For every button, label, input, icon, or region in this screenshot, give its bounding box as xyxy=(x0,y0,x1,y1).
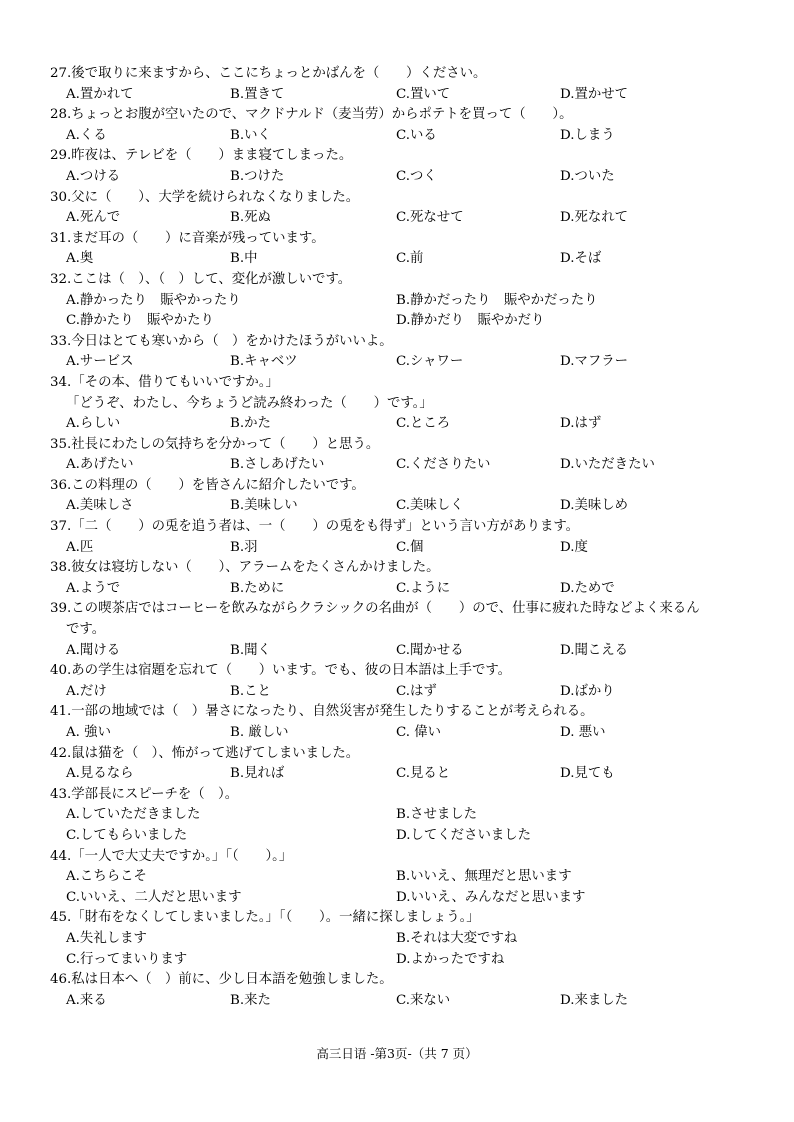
answer-option: A.聞ける xyxy=(66,642,121,658)
options-row xyxy=(50,85,750,106)
answer-option: B.来た xyxy=(230,992,271,1008)
answer-option: D.見ても xyxy=(560,766,615,782)
answer-option: C.ように xyxy=(396,580,451,596)
answer-option: D.置かせて xyxy=(560,86,629,102)
answer-option: A.していただきました xyxy=(66,807,201,823)
answer-option: B.羽 xyxy=(230,539,258,555)
answer-option: B.見れば xyxy=(230,766,285,782)
question-item xyxy=(50,373,750,435)
answer-option: B.キャベツ xyxy=(230,354,298,370)
question-stem: 40.あの学生は宿題を忘れて（ ）います。でも、彼の日本語は上手です。 xyxy=(50,663,512,679)
question-stem: 29.昨夜は、テレビを（ ）まま寝てしまった。 xyxy=(50,148,353,164)
answer-option: B.聞く xyxy=(230,642,271,658)
options-row xyxy=(50,208,750,229)
question-item xyxy=(50,105,750,146)
answer-option: D.ついた xyxy=(560,168,615,184)
options-row xyxy=(50,414,750,435)
options-row xyxy=(50,682,750,703)
answer-option: A.静かったり 賑やかったり xyxy=(66,292,241,308)
answer-option: D.しまう xyxy=(560,127,615,143)
answer-option: D.いいえ、みんなだと思います xyxy=(396,889,586,905)
question-stem: 31.まだ耳の（ ）に音楽が残っています。 xyxy=(50,230,325,246)
answer-option: B.つけた xyxy=(230,168,285,184)
options-row xyxy=(50,950,750,971)
question-item xyxy=(50,229,750,270)
answer-option: D.死なれて xyxy=(560,210,629,226)
answer-option: D.マフラー xyxy=(560,354,629,370)
question-item xyxy=(50,744,750,785)
answer-option: D.ためで xyxy=(560,580,615,596)
options-row xyxy=(50,249,750,270)
answer-option: C.してもらいました xyxy=(66,827,188,843)
answer-option: B.中 xyxy=(230,251,258,267)
question-item xyxy=(50,908,750,970)
options-row xyxy=(50,929,750,950)
question-stem-continued: 「どうぞ、わたし、今ちょうど読み終わった（ ）です。」 xyxy=(66,395,433,411)
options-row xyxy=(50,496,750,517)
answer-option: B.美味しい xyxy=(230,498,298,514)
answer-option: C.つく xyxy=(396,168,437,184)
question-item xyxy=(50,599,750,661)
question-item xyxy=(50,476,750,517)
answer-option: C.置いて xyxy=(396,86,451,102)
question-item xyxy=(50,970,750,1011)
options-row xyxy=(50,723,750,744)
options-row xyxy=(50,579,750,600)
options-row xyxy=(50,291,750,312)
page-footer: 高三日语 -第3页-（共 7 页） xyxy=(316,1046,478,1061)
answer-option: D. 悪い xyxy=(560,725,606,740)
answer-option: C.シャワー xyxy=(396,354,464,370)
question-item xyxy=(50,332,750,373)
answer-option: D.してくださいました xyxy=(396,827,532,843)
answer-option: A.置かれて xyxy=(66,86,134,102)
options-row xyxy=(50,455,750,476)
question-item xyxy=(50,702,750,743)
answer-option: A.死んで xyxy=(66,210,121,226)
answer-option: B.かた xyxy=(230,416,271,432)
options-row xyxy=(50,764,750,785)
answer-option: C.来ない xyxy=(396,992,451,1008)
answer-option: A.つける xyxy=(66,168,121,184)
answer-option: D.度 xyxy=(560,539,588,555)
options-row xyxy=(50,311,750,332)
question-stem: 44.「一人で大丈夫ですか。」「（ ）。」 xyxy=(50,848,293,864)
answer-option: A.だけ xyxy=(66,683,107,699)
answer-option: B.さしあげたい xyxy=(230,457,325,473)
answer-option: A.くる xyxy=(66,127,107,143)
answer-option: C. 偉い xyxy=(396,725,442,740)
answer-option: A.美味しさ xyxy=(66,498,134,514)
answer-option: A. 強い xyxy=(66,725,111,740)
question-stem: 37.「二（ ）の兎を追う者は、一（ ）の兎をも得ず」という言い方があります。 xyxy=(50,519,580,535)
answer-option: C.いる xyxy=(396,127,437,143)
answer-option: D.よかったですね xyxy=(396,951,505,967)
answer-option: A.こちらこそ xyxy=(66,869,147,885)
answer-option: D.いただきたい xyxy=(560,457,655,473)
answer-option: D.はず xyxy=(560,416,602,432)
question-stem: 34.「その本、借りてもいいですか。」 xyxy=(50,374,279,390)
question-item xyxy=(50,435,750,476)
question-item xyxy=(50,847,750,909)
answer-option: B.それは大変ですね xyxy=(396,930,518,946)
answer-option: B.いく xyxy=(230,127,271,143)
answer-option: A.ようで xyxy=(66,580,121,596)
answer-option: B.静かだったり 賑やかだったり xyxy=(396,292,598,308)
answer-option: B.死ぬ xyxy=(230,210,271,226)
options-row xyxy=(50,538,750,559)
answer-option: A.らしい xyxy=(66,416,121,432)
options-row xyxy=(50,126,750,147)
answer-option: A.見るなら xyxy=(66,766,134,782)
options-row xyxy=(50,167,750,188)
answer-option: D.聞こえる xyxy=(560,642,629,658)
question-stem: 33.今日はとても寒いから（ ）をかけたほうがいいよ。 xyxy=(50,333,393,349)
question-stem: 35.社長にわたしの気持ちを分かって（ ）と思う。 xyxy=(50,436,380,452)
answer-option: C.死なせて xyxy=(396,210,464,226)
answer-option: B. 厳しい xyxy=(230,725,289,740)
options-row xyxy=(50,641,750,662)
options-row xyxy=(50,352,750,373)
question-item xyxy=(50,188,750,229)
answer-option: B.ために xyxy=(230,580,285,596)
question-stem: 30.父に（ ）、大学を続けられなくなりました。 xyxy=(50,189,360,205)
answer-option: B.させました xyxy=(396,807,478,823)
question-item xyxy=(50,270,750,332)
answer-option: D.ばかり xyxy=(560,683,615,699)
answer-option: C.いいえ、二人だと思います xyxy=(66,889,242,905)
answer-option: C.見ると xyxy=(396,766,451,782)
answer-option: A.失礼します xyxy=(66,930,147,946)
answer-option: A.サービス xyxy=(66,354,134,370)
question-item xyxy=(50,517,750,558)
answer-option: A.奥 xyxy=(66,251,94,267)
question-stem: 41.一部の地域では（ ）暑さになったり、自然災害が発生したりすることが考えられる。 xyxy=(50,704,594,720)
question-stem: 45.「財布をなくしてしまいました。」「（ ）。一緒に探しましょう。」 xyxy=(50,910,480,926)
answer-option: C.ところ xyxy=(396,416,451,432)
answer-option: A.匹 xyxy=(66,539,94,555)
question-stem: 43.学部長にスピーチを（ ）。 xyxy=(50,786,239,802)
question-stem: 28.ちょっとお腹が空いたので、マクドナルド（麦当劳）からポテトを買って（ ）。 xyxy=(50,107,573,123)
answer-option: C.聞かせる xyxy=(396,642,464,658)
answer-option: D.来ました xyxy=(560,992,629,1008)
answer-option: C.個 xyxy=(396,539,424,555)
answer-option: B.いいえ、無理だと思います xyxy=(396,869,572,885)
question-item xyxy=(50,146,750,187)
question-stem: 39.この喫茶店ではコーヒーを飲みながらクラシックの名曲が（ ）ので、仕事に疲れた時などよく来るん xyxy=(50,601,700,617)
question-stem-continued: です。 xyxy=(66,622,106,638)
question-stem: 27.後で取りに来ますから、ここにちょっとかばんを（ ）ください。 xyxy=(50,66,487,81)
answer-option: C.静かたり 賑やかたり xyxy=(66,313,214,329)
answer-option: C.くださりたい xyxy=(396,457,491,473)
question-stem: 46.私は日本へ（ ）前に、少し日本語を勉強しました。 xyxy=(50,972,393,988)
answer-option: B.こと xyxy=(230,683,271,699)
options-row xyxy=(50,805,750,826)
question-stem: 36.この料理の（ ）を皆さんに紹介したいです。 xyxy=(50,477,365,493)
answer-option: D.静かだり 賑やかだり xyxy=(396,313,545,329)
options-row xyxy=(50,991,750,1012)
question-item xyxy=(50,661,750,702)
answer-option: C.行ってまいります xyxy=(66,951,188,967)
answer-option: C.はず xyxy=(396,683,437,699)
answer-option: A.あげたい xyxy=(66,457,134,473)
answer-option: B.置きて xyxy=(230,86,285,102)
answer-option: C.美味しく xyxy=(396,498,464,514)
question-item xyxy=(50,558,750,599)
answer-option: A.来る xyxy=(66,992,107,1008)
options-row xyxy=(50,867,750,888)
answer-option: D.そば xyxy=(560,251,602,267)
options-row xyxy=(50,888,750,909)
options-row xyxy=(50,826,750,847)
question-item xyxy=(50,64,750,105)
question-stem: 38.彼女は寝坊しない（ ）、アラームをたくさんかけました。 xyxy=(50,560,440,576)
question-list xyxy=(50,64,750,1011)
question-stem: 32.ここは（ ）、（ ）して、変化が激しいです。 xyxy=(50,271,352,287)
question-item xyxy=(50,785,750,847)
answer-option: D.美味しめ xyxy=(560,498,629,514)
answer-option: C.前 xyxy=(396,251,424,267)
question-stem: 42.鼠は猫を（ ）、怖がって逃げてしまいました。 xyxy=(50,745,360,761)
